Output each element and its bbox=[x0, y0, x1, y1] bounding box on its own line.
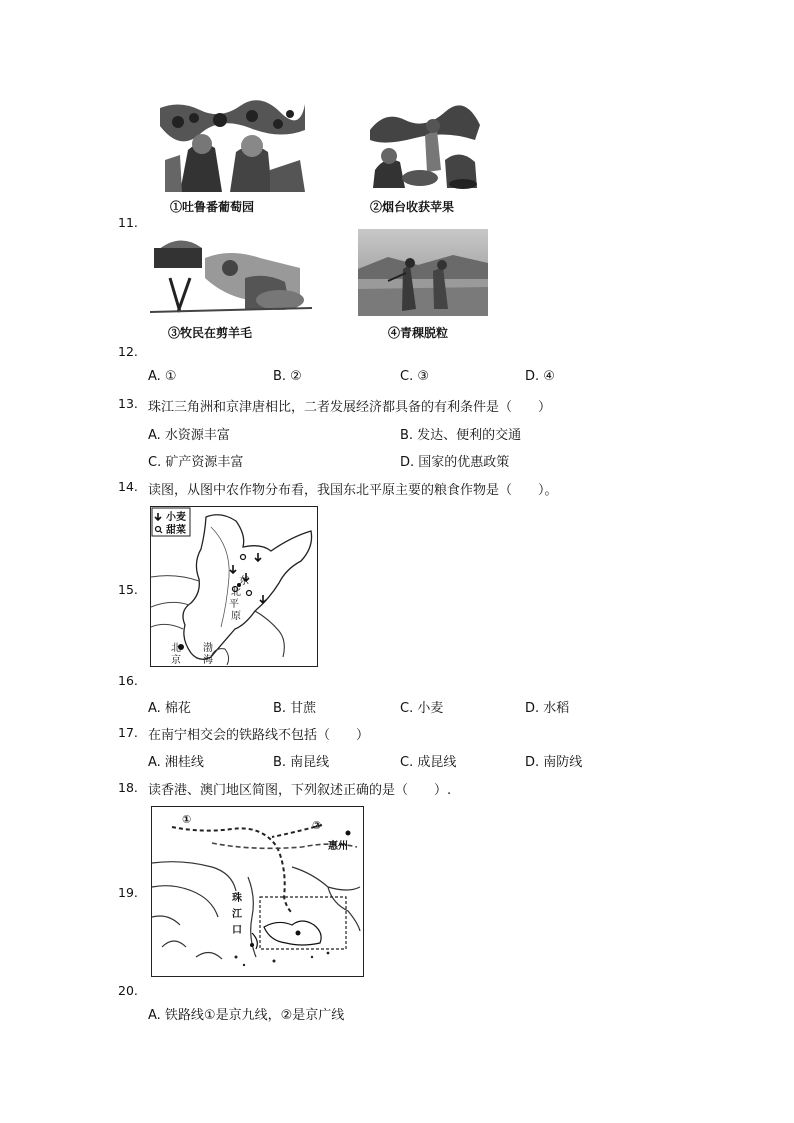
option-d[interactable]: D. 国家的优惠政策 bbox=[400, 455, 510, 470]
map-label: 北 bbox=[231, 587, 241, 598]
map-northeast-plain-crops bbox=[150, 506, 318, 667]
question-number: 17. bbox=[118, 725, 138, 740]
question-number: 13. bbox=[118, 396, 138, 411]
question-stem: 珠江三角洲和京津唐相比，二者发展经济都具备的有利条件是（ ） bbox=[148, 400, 552, 415]
option-a[interactable]: A. 铁路线①是京九线，②是京广线 bbox=[148, 1008, 345, 1023]
question-number: 19. bbox=[118, 885, 138, 900]
railway-2-label: ② bbox=[312, 819, 322, 832]
map-label-beijing: 北 bbox=[171, 643, 181, 654]
question-number: 20. bbox=[118, 983, 138, 998]
option-d[interactable]: D. 水稻 bbox=[525, 701, 570, 716]
option-b[interactable]: B. 南昆线 bbox=[273, 755, 330, 770]
option-c[interactable]: C. 成昆线 bbox=[400, 755, 457, 770]
question-number: 12. bbox=[118, 344, 138, 359]
option-c[interactable]: C. 矿产资源丰富 bbox=[148, 455, 244, 470]
map-label-beijing: 京 bbox=[171, 655, 181, 666]
map-label-pearl-river-mouth: 口 bbox=[232, 925, 242, 936]
option-b[interactable]: B. 发达、便利的交通 bbox=[400, 428, 522, 443]
question-number: 14. bbox=[118, 479, 138, 494]
map-label-huizhou: 惠州 bbox=[328, 841, 348, 852]
railway-1-label: ① bbox=[182, 813, 192, 826]
question-number: 18. bbox=[118, 780, 138, 795]
option-a[interactable]: A. 棉花 bbox=[148, 701, 191, 716]
map-label-bohai: 海 bbox=[203, 655, 213, 666]
photo-highland-barley-threshing bbox=[358, 229, 488, 316]
map-label: 东 bbox=[239, 576, 249, 587]
question-stem: 读图，从图中农作物分布看，我国东北平原主要的粮食作物是（ ）。 bbox=[148, 483, 558, 498]
photo-yantai-apple-harvest bbox=[365, 100, 483, 192]
option-c[interactable]: C. 小麦 bbox=[400, 701, 444, 716]
option-d[interactable]: D. ④ bbox=[525, 369, 555, 384]
question-number: 16. bbox=[118, 673, 138, 688]
map-label-pearl-river-mouth: 江 bbox=[232, 909, 242, 920]
legend-wheat-label: 小麦 bbox=[166, 512, 186, 523]
map-hongkong-macau bbox=[151, 806, 364, 977]
map-label-bohai: 渤 bbox=[203, 643, 213, 654]
question-number: 11. bbox=[118, 215, 138, 230]
photo-herders-shearing bbox=[150, 228, 312, 316]
option-c[interactable]: C. ③ bbox=[400, 369, 429, 384]
question-stem: 在南宁相交会的铁路线不包括（ ） bbox=[148, 728, 370, 743]
caption-turpan-vineyard: ①吐鲁番葡萄园 bbox=[170, 200, 255, 214]
option-d[interactable]: D. 南防线 bbox=[525, 755, 583, 770]
question-stem: 读香港、澳门地区简图，下列叙述正确的是（ ）. bbox=[148, 783, 452, 798]
caption-yantai-apple-harvest: ②烟台收获苹果 bbox=[370, 200, 455, 214]
question-number: 15. bbox=[118, 582, 138, 597]
option-a[interactable]: A. ① bbox=[148, 369, 177, 384]
map-label: 原 bbox=[231, 611, 241, 622]
map-label: 平 bbox=[229, 599, 239, 610]
option-a[interactable]: A. 水资源丰富 bbox=[148, 428, 230, 443]
option-a[interactable]: A. 湘桂线 bbox=[148, 755, 204, 770]
caption-highland-barley-threshing: ④青稞脱粒 bbox=[388, 326, 449, 340]
option-b[interactable]: B. 甘蔗 bbox=[273, 701, 317, 716]
map-label-pearl-river-mouth: 珠 bbox=[232, 893, 242, 904]
option-b[interactable]: B. ② bbox=[273, 369, 302, 384]
legend-beet-label: 甜菜 bbox=[166, 525, 186, 536]
caption-herders-shearing: ③牧民在剪羊毛 bbox=[168, 326, 253, 340]
photo-turpan-vineyard bbox=[160, 100, 305, 192]
